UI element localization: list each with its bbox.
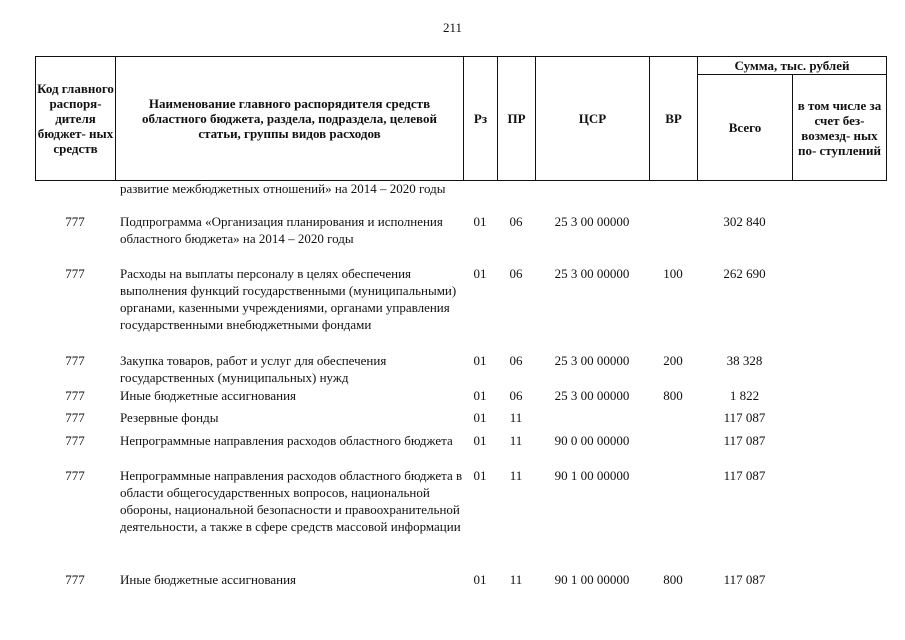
name-cell: развитие межбюджетных отношений» на 2014 – 2020 годы xyxy=(120,181,446,196)
total-cell: 38 328 xyxy=(726,353,763,368)
csr-cell: 90 1 00 00000 xyxy=(554,572,630,587)
header-pr: ПР xyxy=(507,110,526,126)
code-cell: 777 xyxy=(65,353,85,368)
total-cell: 117 087 xyxy=(723,410,766,425)
rz-cell: 01 xyxy=(473,266,487,281)
vr-cell: 800 xyxy=(663,572,683,587)
pr-cell: 06 xyxy=(509,266,523,281)
rz-cell: 01 xyxy=(473,388,487,403)
name-cell: Непрограммные направления расходов областного бюджета xyxy=(120,433,453,448)
rz-cell: 01 xyxy=(473,410,487,425)
pr-cell: 11 xyxy=(509,410,523,425)
pr-cell: 11 xyxy=(509,433,523,448)
code-cell: 777 xyxy=(65,214,85,229)
code-cell: 777 xyxy=(65,266,85,281)
header-free: в том числе за счет без- возмезд- ных по- ступлений xyxy=(797,97,882,158)
total-cell: 117 087 xyxy=(723,572,766,587)
name-cell: Подпрограмма «Организация планирования и исполнения областного бюджета» на 2014 – 2020 годы xyxy=(120,214,443,246)
total-cell: 117 087 xyxy=(723,468,766,483)
rz-cell: 01 xyxy=(473,468,487,483)
vr-cell: 800 xyxy=(663,388,683,403)
vr-cell: 100 xyxy=(663,266,683,281)
rz-cell: 01 xyxy=(473,214,487,229)
csr-cell: 25 3 00 00000 xyxy=(554,266,630,281)
total-cell: 1 822 xyxy=(729,388,760,403)
csr-cell: 90 1 00 00000 xyxy=(554,468,630,483)
header-divider xyxy=(886,56,887,181)
code-cell: 777 xyxy=(65,410,85,425)
header-total: Всего xyxy=(728,120,762,135)
csr-cell: 25 3 00 00000 xyxy=(554,353,630,368)
rz-cell: 01 xyxy=(473,433,487,448)
code-cell: 777 xyxy=(65,433,85,448)
name-cell: Закупка товаров, работ и услуг для обеспечения государственных (муниципальных) нужд xyxy=(120,353,387,385)
total-cell: 117 087 xyxy=(723,433,766,448)
total-cell: 302 840 xyxy=(723,214,766,229)
name-cell: Непрограммные направления расходов областного бюджета в области общегосударственных вопросов, национальной обороны, национальной безопасности и правоохранительной деятельности, а также в сфере средств массовой информации xyxy=(120,468,463,534)
name-cell: Резервные фонды xyxy=(120,410,219,425)
header-sum: Сумма, тыс. рублей xyxy=(734,57,850,73)
code-cell: 777 xyxy=(65,468,85,483)
name-cell: Иные бюджетные ассигнования xyxy=(120,572,297,587)
header-code: Код главного распоря- дителя бюджет- ных средств xyxy=(37,80,114,156)
code-cell: 777 xyxy=(65,572,85,587)
header-vr: ВР xyxy=(665,110,682,126)
name-cell: Расходы на выплаты персоналу в целях обеспечения выполнения функций государственными (муниципальными) органами, казенными учреждениями, органами управления государственными внебюджетными фондами xyxy=(120,266,457,332)
rz-cell: 01 xyxy=(473,572,487,587)
pr-cell: 06 xyxy=(509,353,523,368)
table-header xyxy=(35,56,887,181)
name-cell: Иные бюджетные ассигнования xyxy=(120,388,297,403)
pr-cell: 06 xyxy=(509,388,523,403)
pr-cell: 06 xyxy=(509,214,523,229)
header-csr: ЦСР xyxy=(578,110,607,126)
header-name: Наименование главного распорядителя средств областного бюджета, раздела, подраздела, целевой статьи, группы видов расходов xyxy=(142,95,437,141)
rz-cell: 01 xyxy=(473,353,487,368)
pr-cell: 11 xyxy=(509,572,523,587)
csr-cell: 25 3 00 00000 xyxy=(554,214,630,229)
header-rz: Рз xyxy=(473,110,488,126)
code-cell: 777 xyxy=(65,388,85,403)
total-cell: 262 690 xyxy=(723,266,766,281)
page-number: 211 xyxy=(442,20,463,35)
vr-cell: 200 xyxy=(663,353,683,368)
pr-cell: 11 xyxy=(509,468,523,483)
csr-cell: 25 3 00 00000 xyxy=(554,388,630,403)
csr-cell: 90 0 00 00000 xyxy=(554,433,630,448)
